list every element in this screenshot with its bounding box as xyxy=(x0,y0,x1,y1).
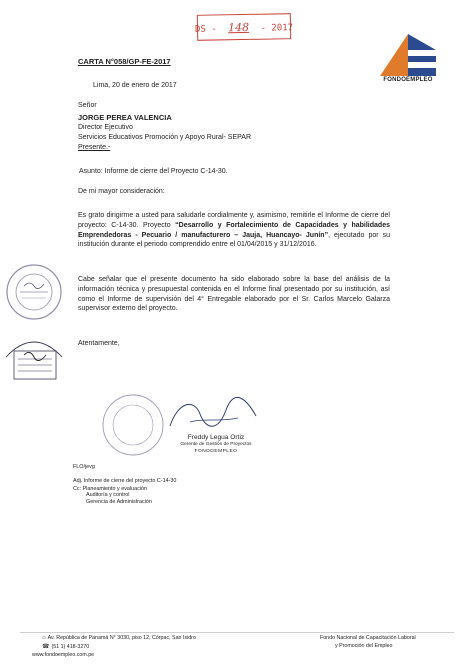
body-paragraph-1 xyxy=(78,211,390,250)
greeting: De mi mayor consideración: xyxy=(78,188,165,195)
institutional-seal-stamp xyxy=(4,262,64,322)
reception-stamp xyxy=(194,13,294,41)
stamp-number: 148 xyxy=(227,20,250,34)
recipient-name: JORGE PEREA VALENCIA xyxy=(78,113,172,122)
presente-text: Presente.- xyxy=(78,144,111,151)
signer-org: FONDOEMPLEO xyxy=(194,449,238,454)
cc-item: Auditoría y control xyxy=(86,492,130,498)
fondoempleo-logo xyxy=(378,30,438,78)
project-management-stamp xyxy=(2,333,66,383)
footer-phone-text: (51 1) 418-3270 xyxy=(51,644,90,650)
attachment-line: Adj. Informe de cierre del proyecto C-14-30 xyxy=(73,478,177,484)
footer-divider xyxy=(20,632,454,633)
project-title: “Desarrollo y Fortalecimiento de Capacidades y habilidades Emprendedoras - Pecuario / manufacturero – Jauja, Huancayo- Junín” xyxy=(78,221,390,239)
footer-address xyxy=(42,635,196,641)
footer-phone xyxy=(42,643,89,650)
letter-reference: CARTA N°058/GP-FE-2017 xyxy=(78,57,171,66)
cc-item: Gerencia de Administración xyxy=(86,499,152,505)
p1-part-a: Es grato dirigirme a usted para saludarle cordialmente y, asimismo, remitirle el Informe de cierre del proyecto: C-14-30. Proyecto xyxy=(78,212,390,229)
signer-role: Gerente de Gestión de Proyectos xyxy=(180,442,252,447)
logo-wordmark: FONDOEMPLEO xyxy=(383,77,433,83)
footer-web: www.fondoempleo.com.pe xyxy=(32,652,95,658)
footer-address-text: Av. República de Panamá N° 3030, piso 12, Córpac, San Isidro xyxy=(47,635,196,641)
subject-line: Asunto: Informe de cierre del Proyecto C-14-30. xyxy=(79,168,228,175)
footer-org-line-1: Fondo Nacional de Capacitación Laboral xyxy=(320,635,416,641)
stamp-prefix: DS - xyxy=(194,23,217,35)
presente-line xyxy=(78,144,110,151)
initials: FLO/jevg xyxy=(73,464,95,470)
closing: Atentamente, xyxy=(78,340,120,347)
body-paragraph-2: Cabe señalar que el presente documento ha sido elaborado sobre la base del análisis de la información técnica y presupuestal contenida en el Informe final presentado por su institución, así como el Informe de supervisión del 4° Entregable elaborado por el Sr. Carlos Marcelo Galarza supervisor externo del proyecto. xyxy=(78,276,390,313)
signer-name: Freddy Legua Ortiz xyxy=(187,434,245,441)
salutation: Señor xyxy=(78,102,97,109)
place-date: Lima, 20 de enero de 2017 xyxy=(93,82,177,89)
handwritten-signature xyxy=(160,392,270,436)
phone-icon: ☎ xyxy=(42,644,50,650)
stamp-year: - 2017 xyxy=(260,22,294,34)
p1-part-c: , ejecutado por su institución durante el periodo comprendido entre el 01/04/2015 y 31/12/2016. xyxy=(78,231,390,249)
recipient-title: Director Ejecutivo xyxy=(78,124,133,131)
cc-line: Cc: Planeamiento y evaluación xyxy=(73,486,148,492)
recipient-org: Servicios Educativos Promoción y Apoyo Rural- SEPAR xyxy=(78,134,251,141)
location-icon: ⌂ xyxy=(42,635,46,641)
footer-org-line-2: y Promoción del Empleo xyxy=(335,643,393,649)
